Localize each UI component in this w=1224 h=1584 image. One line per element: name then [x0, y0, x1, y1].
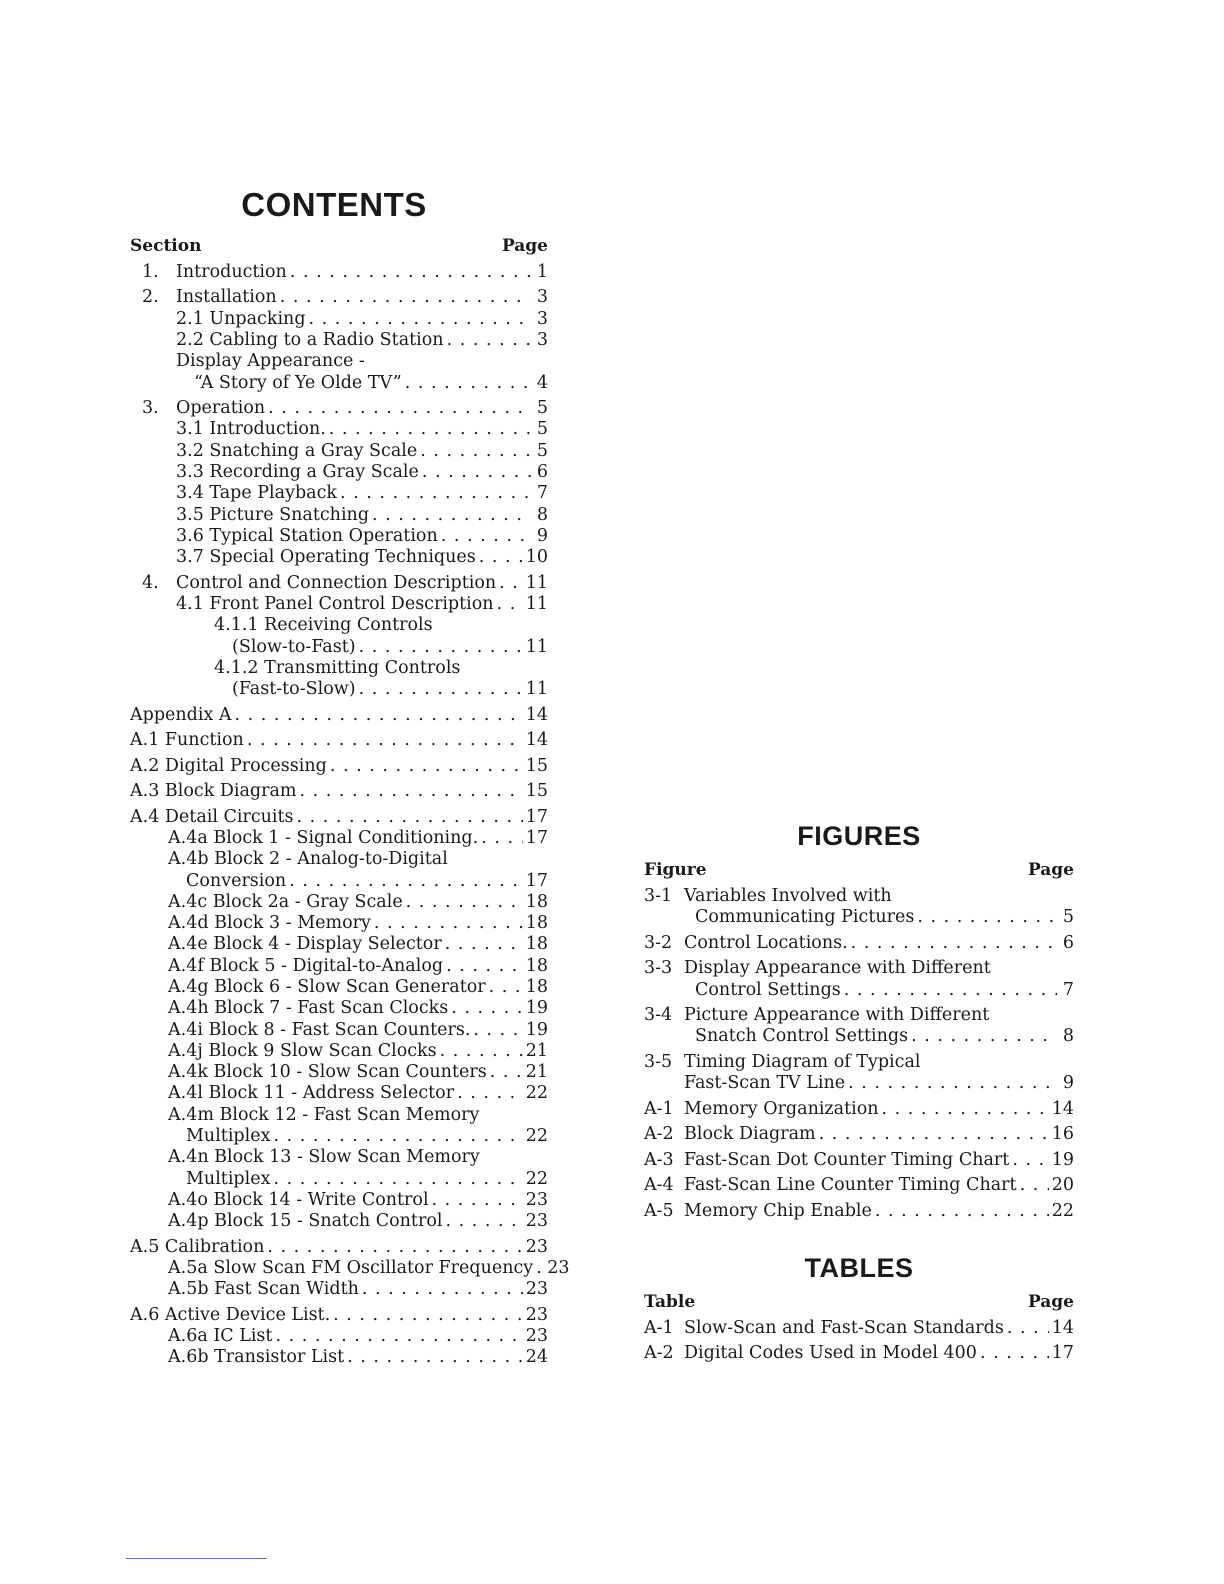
page-number: 14	[525, 704, 548, 725]
dot-leader	[844, 980, 1057, 1001]
entry-title: 4.1 Front Panel Control Description	[176, 594, 494, 615]
section-label: Section	[130, 236, 202, 256]
dot-leader	[473, 1020, 522, 1041]
page-number: 6	[536, 462, 548, 483]
dot-leader	[268, 398, 531, 419]
dot-leader	[499, 573, 523, 594]
entry-title: A.4o Block 14 - Write Control	[168, 1189, 429, 1210]
entry-title: A.4n Block 13 - Slow Scan Memory	[168, 1147, 480, 1168]
page-number: 19	[525, 998, 548, 1019]
entry-title: (Fast-to-Slow)	[232, 679, 356, 700]
page-number: 23	[547, 1258, 570, 1279]
toc-entry	[130, 330, 548, 351]
toc-entry	[130, 1279, 548, 1300]
entry-title: A.4l Block 11 - Address Selector	[168, 1083, 455, 1104]
entry-title: A.5b Fast Scan Width	[168, 1279, 359, 1300]
entry-title: A.4e Block 4 - Display Selector	[168, 934, 442, 955]
toc-entry	[130, 756, 548, 777]
entry-title: A.4j Block 9 Slow Scan Clocks	[168, 1040, 437, 1061]
page-number: 1	[536, 262, 548, 282]
entry-title: 3.1 Introduction.	[176, 419, 326, 440]
entry-title: A.4 Detail Circuits	[130, 806, 294, 827]
page-number: 5	[536, 440, 548, 461]
page-number: 18	[525, 955, 548, 976]
entry-title: A.4a Block 1 - Signal Conditioning.	[168, 827, 479, 848]
entry-title: A.4i Block 8 - Fast Scan Counters.	[168, 1019, 471, 1040]
toc-entry	[644, 1005, 1074, 1026]
toc-entry	[130, 913, 548, 934]
toc-entry	[130, 1083, 548, 1104]
dot-leader	[340, 483, 531, 504]
entry-title: 3.4 Tape Playback	[176, 483, 337, 504]
entry-title: Introduction	[176, 262, 287, 282]
toc-entry	[130, 956, 548, 977]
page-number: 17	[1051, 1343, 1074, 1364]
toc-entry	[130, 977, 548, 998]
dot-leader	[280, 287, 531, 308]
contents-list	[130, 262, 570, 1369]
entry-number: 2.	[142, 287, 159, 308]
tables-list	[644, 1318, 1074, 1365]
toc-entry	[130, 871, 548, 892]
entry-title: Display Appearance with Different	[684, 958, 991, 979]
entry-title: Control Locations.	[684, 932, 848, 953]
toc-entry	[130, 892, 548, 913]
toc-entry	[130, 1347, 548, 1368]
toc-entry	[644, 1343, 1074, 1364]
figures-title: FIGURES	[797, 821, 921, 851]
toc-entry	[130, 1211, 548, 1232]
toc-entry	[130, 309, 548, 330]
toc-entry	[130, 594, 548, 615]
toc-entry	[130, 462, 548, 483]
toc-entry	[644, 1073, 1074, 1094]
dot-leader	[290, 262, 531, 283]
entry-title: A.4b Block 2 - Analog-to-Digital	[168, 849, 448, 870]
page-number: 21	[525, 1040, 548, 1061]
entry-title: 3.3 Recording a Gray Scale	[176, 462, 419, 483]
page-number: 23	[525, 1326, 548, 1347]
dot-leader	[447, 330, 531, 351]
dot-leader	[330, 756, 523, 777]
page-number: 18	[525, 977, 548, 997]
toc-entry	[130, 1169, 548, 1190]
toc-entry	[644, 980, 1074, 1001]
contents-title: CONTENTS	[241, 186, 427, 223]
entry-title: Installation	[176, 287, 277, 308]
page-number: 14	[1051, 1317, 1074, 1338]
figures-list	[644, 886, 1074, 1222]
page-number: 18	[525, 934, 548, 955]
toc-entry	[130, 705, 548, 726]
dot-leader	[848, 1073, 1057, 1094]
page-number: 14	[1051, 1098, 1074, 1119]
entry-title: A.4g Block 6 - Slow Scan Generator	[168, 977, 486, 997]
page-number: 11	[525, 636, 548, 657]
entry-title: A.6 Active Device List.	[130, 1304, 331, 1325]
dot-leader	[440, 1041, 523, 1062]
page-number: 8	[536, 504, 548, 525]
entry-title: Appendix A	[130, 704, 232, 725]
tables-page-label: Page	[1027, 1291, 1074, 1312]
dot-leader	[851, 933, 1057, 954]
entry-title: A.2 Digital Processing	[130, 755, 327, 776]
page-number: 18	[525, 913, 548, 934]
page-number: 8	[1062, 1026, 1074, 1047]
page-number: 23	[525, 1304, 548, 1325]
page-number: 22	[1051, 1200, 1074, 1221]
entry-number: A-1	[644, 1098, 674, 1119]
dot-leader	[457, 1083, 523, 1104]
dot-leader	[441, 526, 531, 547]
dot-leader	[420, 441, 531, 462]
entry-number: 3-1	[644, 886, 673, 906]
entry-title: Display Appearance -	[176, 351, 365, 372]
page-number: 11	[525, 679, 548, 700]
page-number: 24	[525, 1347, 548, 1368]
dot-leader	[267, 1237, 522, 1258]
dot-leader	[497, 594, 523, 615]
page-number: 19	[1051, 1149, 1074, 1170]
dot-leader	[235, 705, 523, 726]
toc-entry	[130, 849, 548, 870]
toc-entry	[130, 1326, 548, 1347]
toc-entry	[130, 441, 548, 462]
dot-leader	[1020, 1175, 1049, 1196]
toc-entry	[644, 1318, 1074, 1339]
page-number: 14	[525, 730, 548, 751]
page-number: 5	[536, 398, 548, 419]
page-number: 16	[1051, 1124, 1074, 1145]
page-number: 15	[525, 781, 548, 802]
page-number: 11	[525, 572, 548, 593]
toc-entry	[130, 483, 548, 504]
entry-title: A.1 Function	[130, 730, 244, 751]
dot-leader	[273, 1169, 522, 1190]
page-number: 10	[525, 547, 548, 568]
dot-leader	[359, 637, 523, 658]
entry-title: 2.1 Unpacking	[176, 308, 306, 329]
toc-entry	[130, 573, 548, 594]
page-number: 3	[536, 330, 548, 351]
entry-number: 3-2	[644, 932, 673, 953]
toc-entry	[130, 526, 548, 547]
dot-leader	[911, 1026, 1057, 1047]
entry-title: Control Settings	[695, 979, 841, 1000]
toc-entry	[644, 1150, 1074, 1171]
toc-entry	[130, 1105, 548, 1126]
dot-leader	[329, 419, 531, 440]
contents-column	[130, 180, 570, 1369]
entry-title: A.4f Block 5 - Digital-to-Analog	[168, 955, 444, 976]
entry-title: 4.1.2 Transmitting Controls	[214, 657, 461, 678]
dot-leader	[1012, 1150, 1048, 1171]
entry-title: Timing Diagram of Typical	[684, 1051, 921, 1072]
contents-column-headers	[130, 230, 548, 262]
entry-title: Multiplex	[186, 1126, 271, 1147]
page-number: 23	[525, 1189, 548, 1210]
entry-number: A-1	[644, 1317, 674, 1338]
entry-title: A.4c Block 2a - Gray Scale	[168, 891, 403, 912]
figure-label: Figure	[644, 860, 707, 880]
entry-title: A.6a IC List	[168, 1326, 273, 1347]
toc-entry	[130, 615, 548, 636]
entry-number: 1.	[142, 262, 159, 282]
entry-number: A-3	[644, 1149, 674, 1170]
toc-entry	[130, 1305, 548, 1326]
toc-entry	[644, 1124, 1074, 1145]
dot-leader	[300, 781, 523, 802]
entry-number: 3-3	[644, 958, 673, 979]
toc-entry	[130, 781, 548, 802]
dot-leader	[819, 1124, 1049, 1145]
tables-column-headers	[644, 1286, 1074, 1318]
toc-entry	[130, 351, 548, 372]
toc-entry	[130, 998, 548, 1019]
entry-title: Multiplex	[186, 1168, 271, 1189]
page-number: 4	[536, 372, 548, 393]
entry-title: A.4d Block 3 - Memory	[168, 913, 371, 934]
toc-entry	[644, 1099, 1074, 1120]
entry-number: 4.	[142, 572, 159, 593]
entry-title: Fast-Scan Dot Counter Timing Chart	[684, 1149, 1010, 1170]
dot-leader	[405, 373, 531, 394]
page-number: 5	[536, 419, 548, 440]
dot-leader	[333, 1305, 523, 1326]
entry-title: 2.2 Cabling to a Radio Station	[176, 330, 444, 351]
page-number: 3	[536, 287, 548, 308]
page-number: 18	[525, 891, 548, 912]
page-number: 19	[525, 1019, 548, 1040]
page-number: 23	[525, 1211, 548, 1232]
entry-number: A-4	[644, 1175, 674, 1196]
page-number: 3	[536, 308, 548, 329]
entry-number: 3.	[142, 398, 159, 419]
dot-leader	[536, 1258, 544, 1279]
toc-entry	[130, 287, 548, 308]
entry-number: A-2	[644, 1343, 674, 1364]
dot-leader	[445, 1211, 522, 1232]
entry-title: A.4m Block 12 - Fast Scan Memory	[168, 1104, 480, 1125]
page-number: 23	[525, 1236, 548, 1257]
dot-leader	[432, 1190, 523, 1211]
dot-leader	[490, 1062, 523, 1083]
dot-leader	[481, 828, 523, 849]
dot-leader	[297, 807, 523, 828]
page-number: 17	[525, 827, 548, 848]
dot-leader	[273, 1126, 522, 1147]
entry-title: A.3 Block Diagram	[130, 781, 297, 802]
dot-leader	[309, 309, 531, 330]
page-number: 6	[1062, 932, 1074, 953]
toc-entry	[644, 1052, 1074, 1073]
entry-title: Communicating Pictures	[695, 907, 915, 928]
entry-title: A.5 Calibration	[130, 1236, 265, 1257]
dot-leader	[1007, 1318, 1049, 1339]
footnote-rule	[126, 1558, 267, 1559]
dot-leader	[372, 505, 531, 526]
dot-leader	[446, 956, 523, 977]
entry-title: Operation	[176, 398, 266, 419]
figures-page-label: Page	[1027, 860, 1074, 880]
entry-title: 3.6 Typical Station Operation	[176, 525, 438, 546]
page-number: 9	[536, 525, 548, 546]
page-number: 15	[525, 755, 548, 776]
entry-title: Block Diagram	[684, 1124, 816, 1145]
toc-entry	[130, 807, 548, 828]
page-number: 11	[525, 594, 548, 615]
figures-tables-column	[644, 818, 1074, 1365]
toc-entry	[130, 505, 548, 526]
entry-title: Control and Connection Description	[176, 572, 497, 593]
toc-entry	[130, 828, 548, 849]
page-number: 23	[525, 1279, 548, 1300]
toc-entry	[130, 934, 548, 955]
dot-leader	[347, 1347, 523, 1368]
entry-title: 3.7 Special Operating Techniques	[176, 547, 476, 568]
toc-entry	[130, 419, 548, 440]
toc-entry	[644, 886, 1074, 907]
dot-leader	[362, 1279, 523, 1300]
entry-title: A.6b Transistor List	[168, 1347, 345, 1368]
dot-leader	[422, 462, 531, 483]
tables-block	[644, 1250, 1074, 1365]
entry-title: “A Story of Ye Olde TV”	[194, 372, 402, 393]
toc-entry	[130, 658, 548, 679]
entry-title: A.4k Block 10 - Slow Scan Counters	[168, 1062, 487, 1083]
toc-entry	[130, 1020, 548, 1041]
toc-entry	[644, 958, 1074, 979]
entry-title: 4.1.1 Receiving Controls	[214, 615, 433, 636]
table-label: Table	[644, 1291, 696, 1312]
toc-entry	[130, 262, 548, 283]
page-number: 22	[525, 1126, 548, 1147]
toc-entry	[130, 730, 548, 751]
toc-entry	[644, 1201, 1074, 1222]
dot-leader	[359, 679, 523, 700]
entry-number: A-5	[644, 1200, 674, 1221]
entry-title: Variables Involved with	[684, 886, 892, 906]
entry-title: Snatch Control Settings	[695, 1026, 909, 1047]
toc-entry	[130, 679, 548, 700]
dot-leader	[445, 934, 523, 955]
entry-title: Digital Codes Used in Model 400	[684, 1343, 977, 1364]
toc-entry	[130, 1258, 570, 1279]
entry-title: Memory Organization	[684, 1098, 879, 1119]
page-number: 17	[525, 806, 548, 827]
dot-leader	[489, 977, 523, 998]
dot-leader	[374, 913, 523, 934]
dot-leader	[875, 1201, 1049, 1222]
page-number: 22	[525, 1083, 548, 1104]
toc-entry	[130, 637, 548, 658]
entry-title: A.4h Block 7 - Fast Scan Clocks	[168, 998, 449, 1019]
dot-leader	[479, 547, 523, 568]
page-number: 5	[1062, 907, 1074, 928]
dot-leader	[275, 1326, 522, 1347]
page-number: 7	[1062, 979, 1074, 1000]
page-label: Page	[501, 236, 548, 256]
entry-title: 3.5 Picture Snatching	[176, 504, 370, 525]
entry-title: Memory Chip Enable	[684, 1200, 872, 1221]
page-number: 17	[525, 870, 548, 891]
page-number: 22	[525, 1168, 548, 1189]
toc-entry	[644, 907, 1074, 928]
toc-entry	[130, 1190, 548, 1211]
entry-title: (Slow-to-Fast)	[232, 636, 356, 657]
toc-entry	[130, 1041, 548, 1062]
entry-title: Slow-Scan and Fast-Scan Standards	[684, 1317, 1004, 1338]
toc-entry	[130, 1147, 548, 1168]
entry-title: A.4p Block 15 - Snatch Control	[168, 1211, 443, 1232]
dot-leader	[882, 1099, 1049, 1120]
entry-title: Fast-Scan TV Line	[684, 1073, 846, 1094]
dot-leader	[289, 871, 523, 892]
entry-number: 3-5	[644, 1051, 673, 1072]
entry-title: Picture Appearance with Different	[684, 1005, 990, 1026]
page-number: 7	[536, 483, 548, 504]
page-number: 9	[1062, 1073, 1074, 1094]
entry-title: 3.2 Snatching a Gray Scale	[176, 440, 418, 461]
toc-entry	[130, 1237, 548, 1258]
dot-leader	[406, 892, 523, 913]
dot-leader	[917, 907, 1057, 928]
toc-entry	[644, 1175, 1074, 1196]
dot-leader	[451, 998, 522, 1019]
figures-column-headers	[644, 854, 1074, 886]
toc-entry	[130, 1126, 548, 1147]
dot-leader	[980, 1343, 1049, 1364]
toc-entry	[130, 373, 548, 394]
toc-entry	[130, 398, 548, 419]
entry-number: A-2	[644, 1124, 674, 1145]
toc-entry	[130, 1062, 548, 1083]
entry-title: Conversion	[186, 870, 287, 891]
figures-block	[644, 818, 1074, 1222]
dot-leader	[247, 730, 523, 751]
entry-number: 3-4	[644, 1005, 673, 1026]
page-number: 20	[1051, 1175, 1074, 1196]
toc-entry	[644, 1026, 1074, 1047]
entry-title: Fast-Scan Line Counter Timing Chart	[684, 1175, 1017, 1196]
toc-entry	[130, 547, 548, 568]
tables-title: TABLES	[804, 1252, 914, 1283]
page-number: 21	[525, 1062, 548, 1083]
toc-entry	[644, 933, 1074, 954]
entry-title: A.5a Slow Scan FM Oscillator Frequency	[168, 1258, 534, 1279]
